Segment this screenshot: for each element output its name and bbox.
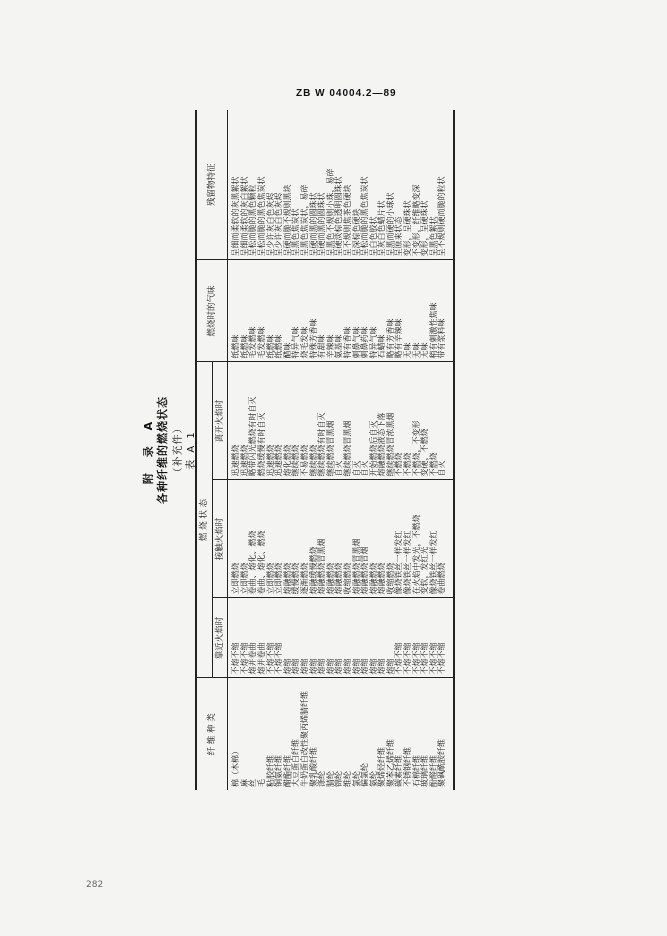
table-body: [228, 110, 454, 790]
odor-cell: 略有芳香味: [387, 260, 396, 362]
in-flame-cell: 像烧铁丝一样发红: [404, 480, 413, 598]
header-near-flame: 靠近火焰时: [212, 598, 228, 678]
leave-flame-cell: 自灭: [361, 362, 370, 480]
in-flame-cell: 卷曲、熔化、燃烧: [258, 480, 267, 598]
in-flame-cell: 熔融缓慢燃烧: [310, 480, 319, 598]
leave-flame-cell: 继续燃烧冒黑烟: [327, 362, 336, 480]
fiber-name-cell: 聚烯烃纤维: [378, 678, 387, 790]
in-flame-cell: 立即燃烧: [275, 480, 284, 598]
fiber-name-cell: 毛: [258, 678, 267, 790]
odor-cell: 氨基味: [335, 260, 344, 362]
residue-cell: 呈细而柔软的灰白絮状: [239, 176, 249, 257]
odor-cell: 带有浆料味: [438, 260, 454, 362]
near-flame-cell: 熔缩: [310, 598, 319, 678]
residue-cell: 不变形，纤维略变深: [411, 184, 421, 257]
near-flame-cell: 熔缩: [327, 598, 336, 678]
near-flame-cell: 不熔不缩: [228, 598, 241, 678]
table-row: [438, 110, 454, 790]
leave-flame-cell: 继续燃烧: [310, 362, 319, 480]
standard-code: ZB W 04004.2—89: [296, 88, 397, 99]
fiber-name-cell: 玻璃纤维: [421, 678, 430, 790]
fiber-name-cell: 氯纶: [353, 678, 362, 790]
odor-cell: 无味: [404, 260, 413, 362]
residue-cell: 呈硬而黑的圆珠状: [308, 192, 318, 257]
leave-flame-cell: 自灭: [335, 362, 344, 480]
near-flame-cell: 不熔不缩: [404, 598, 413, 678]
in-flame-cell: 像烧铁丝一样发红: [395, 480, 404, 598]
odor-cell: 辛辣味: [327, 260, 336, 362]
residue-cell: 呈松而脆的黑色焦炭状: [360, 176, 370, 257]
in-flame-cell: 在火焰中发光，不燃烧: [413, 480, 422, 598]
odor-cell: 纸燃味: [267, 260, 276, 362]
in-flame-cell: 收缩燃烧: [387, 480, 396, 598]
in-flame-cell: 立即燃烧: [267, 480, 276, 598]
leave-flame-cell: 自灭: [353, 362, 362, 480]
odor-cell: 特殊芳香味: [310, 260, 319, 362]
leave-flame-cell: 继续燃烧: [292, 362, 301, 480]
near-flame-cell: 熔缩: [370, 598, 379, 678]
odor-cell: 刺鼻药味: [361, 260, 370, 362]
leave-flame-cell: 迅速燃烧: [241, 362, 250, 480]
residue-cell: 呈黑色不规则小珠，易碎: [325, 168, 335, 257]
in-flame-cell: 缓慢燃烧: [292, 480, 301, 598]
in-flame-cell: 熔融燃烧: [284, 480, 293, 598]
odor-cell: 特异气味: [370, 260, 379, 362]
odor-cell: 纸燃味: [228, 260, 241, 362]
fiber-name-cell: 酚醛纤维: [430, 678, 439, 790]
table-row: [421, 110, 430, 790]
near-flame-cell: 不熔不缩: [395, 598, 404, 678]
header-burning-state: 燃 烧 状 态: [196, 362, 212, 678]
leave-flame-cell: 自灭: [438, 362, 454, 480]
residue-cell: 呈黑色焦炭状: [291, 208, 301, 257]
header-odor: 燃烧时的气味: [196, 260, 228, 362]
in-flame-cell: 收缩燃烧: [344, 480, 353, 598]
near-flame-cell: 熔缩: [292, 598, 301, 678]
in-flame-cell: 变软，发红光: [421, 480, 430, 598]
leave-flame-cell: 迅速燃烧: [267, 362, 276, 480]
residue-cell: 呈少许灰白色灰烬: [265, 192, 275, 257]
fiber-name-cell: 棉（木棉）: [228, 678, 241, 790]
appendix-note: （补充件）: [173, 422, 184, 478]
fiber-name-cell: 氨纶: [370, 678, 379, 790]
near-flame-cell: 不熔不缩: [267, 598, 276, 678]
near-flame-cell: 熔并卷曲: [258, 598, 267, 678]
odor-cell: 无味: [421, 260, 430, 362]
fiber-name-cell: 铜氨纤维: [275, 678, 284, 790]
fiber-name-cell: 腈纶: [327, 678, 336, 790]
near-flame-cell: 不熔不缩: [438, 598, 454, 678]
residue-cell: 呈黑而硬的小球状: [385, 192, 395, 257]
residue-cell: 呈黑色焦炭状，易碎: [299, 184, 309, 257]
in-flame-cell: 熔融燃烧冒黑烟: [353, 480, 362, 598]
residue-cell: 呈细而柔软的灰黑絮状: [231, 176, 241, 257]
residue-cell: 呈不规则焦茶色硬块: [342, 184, 352, 257]
residue-cell: 呈黑色絮状: [428, 216, 438, 257]
in-flame-cell: 熔融燃烧冒烟: [361, 480, 370, 598]
leave-flame-cell: 变硬，不燃烧: [421, 362, 430, 480]
header-leave-flame: 离开火焰时: [212, 362, 228, 480]
rotated-table-area: [137, 110, 527, 790]
fiber-name-cell: 聚乳酸纤维: [310, 678, 319, 790]
leave-flame-cell: 迅速燃烧: [228, 362, 241, 480]
residue-cell: 呈硬淡棕色透明圆珠状: [334, 176, 344, 257]
appendix-title: 附 录 A: [142, 415, 155, 485]
residue-cell: 呈白色胶状: [368, 216, 378, 257]
near-flame-cell: 熔缩: [301, 598, 310, 678]
fiber-name-cell: 大豆蛋白纤维: [292, 678, 301, 790]
near-flame-cell: 熔缩: [284, 598, 293, 678]
fiber-name-cell: 丝: [249, 678, 258, 790]
header-in-flame: 接触火焰时: [212, 480, 228, 598]
leave-flame-cell: 开始燃烧后自灭: [370, 362, 379, 480]
in-flame-cell: 逐渐燃烧: [301, 480, 310, 598]
fiber-name-cell: 麻: [241, 678, 250, 790]
near-flame-cell: 熔缩: [318, 598, 327, 678]
residue-cell: 呈深棕色硬块: [351, 208, 361, 257]
near-flame-cell: 不熔不缩: [430, 598, 439, 678]
odor-cell: 毛发燃味: [258, 260, 267, 362]
in-flame-cell: 卷曲、熔化、燃烧: [249, 480, 258, 598]
leave-flame-cell: 不燃烧，不变形: [413, 362, 422, 480]
in-flame-cell: 熔融燃烧: [378, 480, 387, 598]
in-flame-cell: 立即燃烧: [241, 480, 250, 598]
fiber-name-cell: 涤纶: [318, 678, 327, 790]
odor-cell: 无味: [413, 260, 422, 362]
near-flame-cell: 熔缩: [353, 598, 362, 678]
residue-cell: 呈松而脆的黑色焦炭状: [256, 176, 266, 257]
fiber-name-cell: 不锈钢纤维: [404, 678, 413, 790]
in-flame-cell: 熔融燃烧: [370, 480, 379, 598]
leave-flame-cell: 不燃烧: [395, 362, 404, 480]
near-flame-cell: 不熔不缩: [421, 598, 430, 678]
fiber-name-cell: 聚苯乙烯纤维: [387, 678, 396, 790]
odor-cell: 纸燃味: [275, 260, 284, 362]
residue-cell: 变形，呈硬珠状: [420, 200, 430, 257]
odor-cell: 毛发燃味: [249, 260, 258, 362]
leave-flame-cell: 不易燃烧: [301, 362, 310, 480]
in-flame-cell: 立即燃烧: [228, 480, 241, 598]
fiber-name-cell: 偏氯纶: [361, 678, 370, 790]
table-row: [228, 110, 241, 790]
odor-cell: 石蜡味: [378, 260, 387, 362]
leave-flame-cell: 略带闪光燃烧有时自灭: [249, 362, 258, 480]
fiber-name-cell: 醋酯纤维: [284, 678, 293, 790]
in-flame-cell: 熔融燃烧冒黑烟: [318, 480, 327, 598]
leave-flame-cell: 熔化燃烧: [284, 362, 293, 480]
residue-cell: 呈灰白色蜡片状: [377, 200, 387, 257]
odor-cell: 略有辛辣味: [395, 260, 404, 362]
residue-cell: 呈硬而黑的圆珠状: [317, 192, 327, 257]
fiber-name-cell: 聚砜酰胺纤维: [438, 678, 454, 790]
leave-flame-cell: 燃烧缓慢有时自灭: [258, 362, 267, 480]
fiber-name-cell: 维纶: [344, 678, 353, 790]
fiber-name-cell: 石棉纤维: [413, 678, 422, 790]
residue-cell: 呈硬而脆不规则黑块: [282, 184, 292, 257]
near-flame-cell: 不熔不缩: [413, 598, 422, 678]
leave-flame-cell: 继续燃烧冒黑烟: [344, 362, 353, 480]
near-flame-cell: 熔缩: [335, 598, 344, 678]
leave-flame-cell: 继续燃烧有时自灭: [318, 362, 327, 480]
odor-cell: 特有香味: [344, 260, 353, 362]
near-flame-cell: 熔缩: [361, 598, 370, 678]
odor-cell: 特异气味: [292, 260, 301, 362]
fiber-name-cell: 碳素纤维: [395, 678, 404, 790]
header-residue: 残留物特征: [196, 110, 228, 260]
odor-cell: 醋味: [284, 260, 293, 362]
header-fiber-type: 纤 维 种 类: [196, 678, 228, 790]
residue-cell: 呈少许灰白色灰烬: [274, 192, 284, 257]
odor-cell: 稍有刺激性焦味: [430, 260, 439, 362]
near-flame-cell: 熔并卷曲: [249, 598, 258, 678]
in-flame-cell: 熔融燃烧: [327, 480, 336, 598]
near-flame-cell: 熔缩: [387, 598, 396, 678]
page-number: 282: [86, 880, 104, 890]
near-flame-cell: 熔缩: [378, 598, 387, 678]
in-flame-cell: 熔融燃烧: [335, 480, 344, 598]
odor-cell: 烧毛发味: [301, 260, 310, 362]
fiber-burning-table: [195, 110, 455, 790]
residue-cell: 呈不规则硬而脆的粒状: [438, 110, 454, 260]
residue-cell: 呈原来状态: [394, 216, 404, 257]
in-flame-cell: 卷曲燃烧: [438, 480, 454, 598]
leave-flame-cell: 熔融燃烧液态下落: [378, 362, 387, 480]
near-flame-cell: 不熔不缩: [275, 598, 284, 678]
residue-cell: 呈松而脆的黑色颗粒: [248, 184, 258, 257]
leave-flame-cell: 不燃烧: [430, 362, 439, 480]
leave-flame-cell: 不燃烧: [404, 362, 413, 480]
odor-cell: 刺鼻气味: [353, 260, 362, 362]
odor-cell: 纸燃味: [241, 260, 250, 362]
table-label: 表 A 1: [186, 430, 197, 470]
residue-cell: 变形，呈硬珠状: [403, 200, 413, 257]
in-flame-cell: 像烧铁丝一样发红: [430, 480, 439, 598]
table-header-row: [196, 110, 212, 790]
fiber-name-cell: 锦纶: [335, 678, 344, 790]
fiber-name-cell: 牛奶蛋白改性聚丙烯腈纤维: [301, 678, 310, 790]
near-flame-cell: 熔缩: [344, 598, 353, 678]
fiber-name-cell: 粘胶纤维: [267, 678, 276, 790]
leave-flame-cell: 继续燃烧冒浓黑烟: [387, 362, 396, 480]
appendix-subtitle: 各种纤维的燃烧状态: [156, 396, 169, 504]
near-flame-cell: 不熔不缩: [241, 598, 250, 678]
table-row: [387, 110, 396, 790]
odor-cell: 有甜味: [318, 260, 327, 362]
leave-flame-cell: 迅速燃烧: [275, 362, 284, 480]
